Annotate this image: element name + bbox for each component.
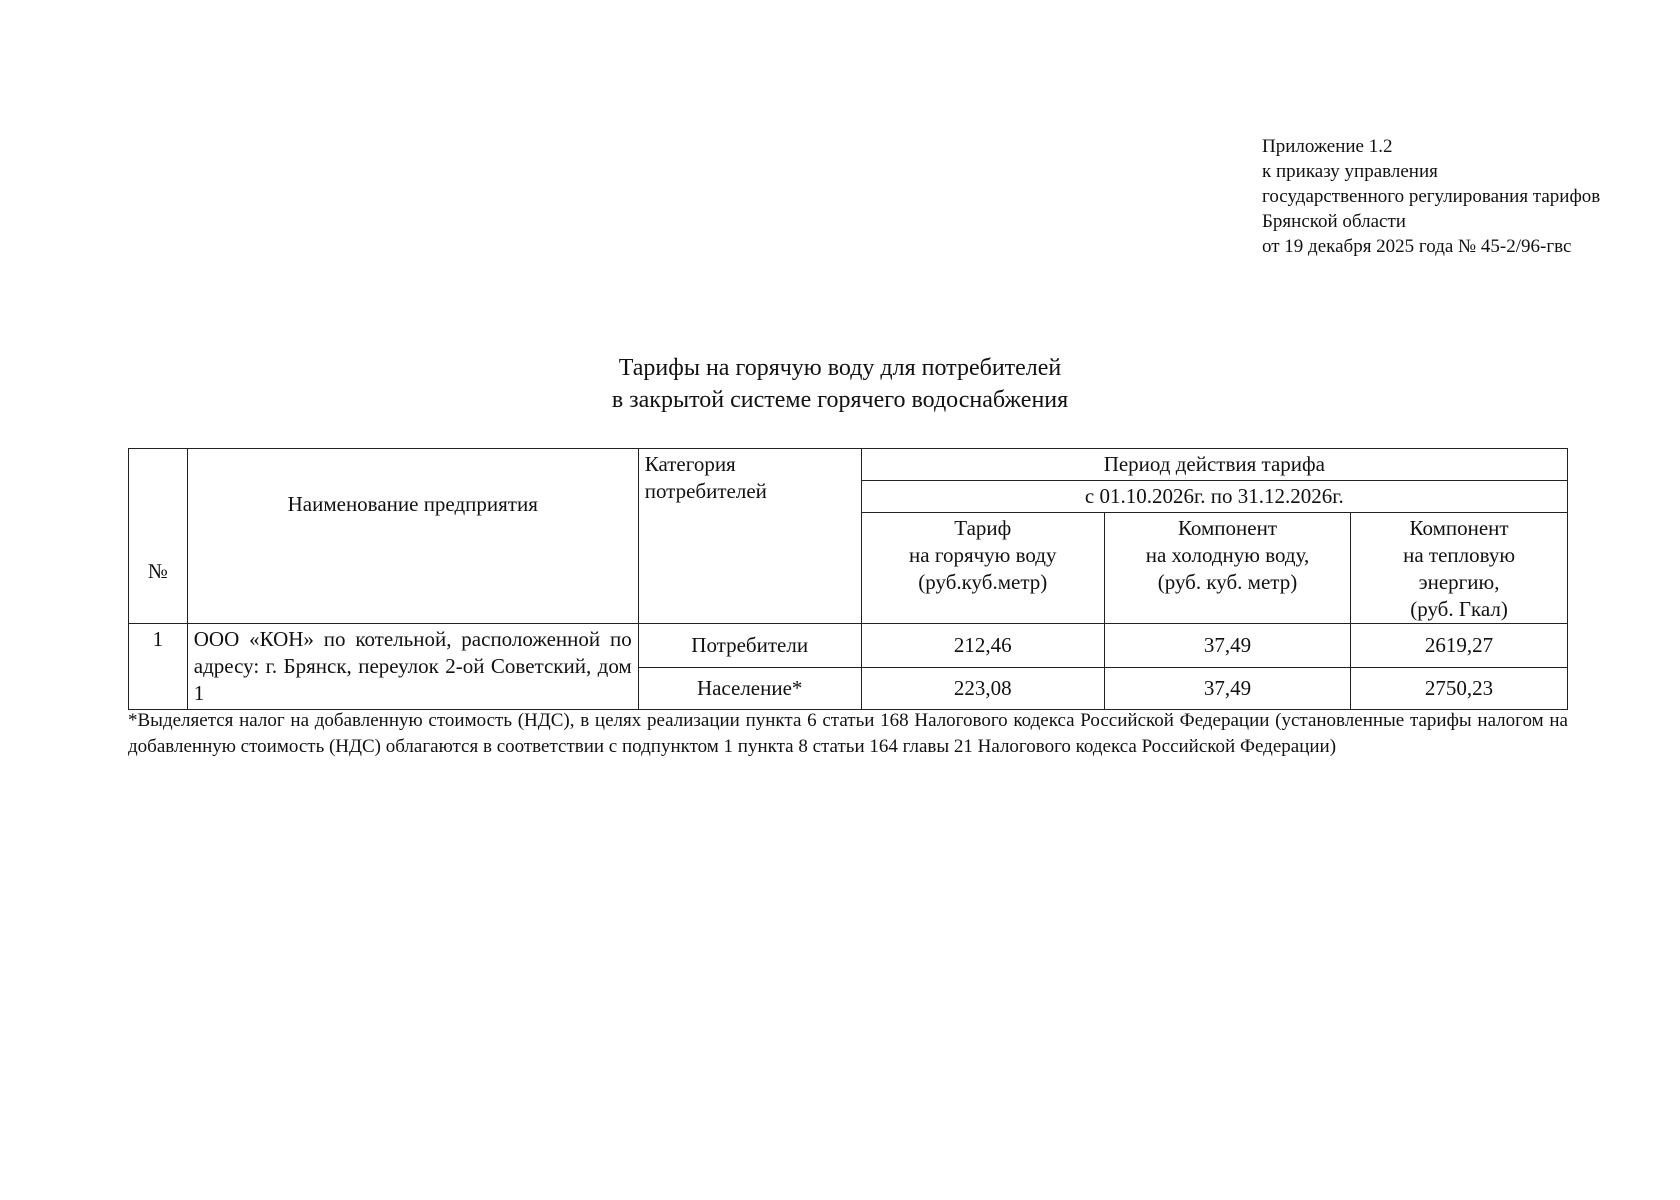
row-num: 1 — [129, 624, 188, 710]
header-num: № — [129, 449, 188, 624]
appendix-line: к приказу управления — [1262, 161, 1438, 182]
header-tariff-line: Тариф — [954, 516, 1012, 540]
row-tariff: 223,08 — [861, 668, 1104, 710]
header-period-range: с 01.10.2026г. по 31.12.2026г. — [861, 481, 1567, 513]
appendix-block — [1262, 134, 1600, 259]
header-category — [638, 449, 861, 624]
header-cold — [1104, 513, 1350, 624]
row-heat: 2619,27 — [1351, 624, 1568, 668]
row-heat: 2750,23 — [1351, 668, 1568, 710]
row-cold: 37,49 — [1104, 624, 1350, 668]
tariff-table — [128, 448, 1568, 710]
row-tariff: 212,46 — [861, 624, 1104, 668]
header-heat-line: (руб. Гкал) — [1410, 597, 1508, 621]
header-category-line: Категория — [644, 452, 736, 476]
appendix-line: от 19 декабря 2025 года № 45-2/96-гвс — [1262, 236, 1572, 257]
header-heat — [1351, 513, 1568, 624]
header-tariff-line: на горячую воду — [909, 543, 1057, 567]
header-name: Наименование предприятия — [187, 449, 638, 624]
title-line: в закрытой системе горячего водоснабжения — [611, 387, 1069, 413]
title-line: Тарифы на горячую воду для потребителей — [618, 355, 1062, 381]
appendix-line: государственного регулирования тарифов — [1262, 186, 1601, 207]
header-heat-line: на тепловую — [1403, 543, 1516, 567]
document-title — [0, 352, 1680, 416]
header-tariff — [861, 513, 1104, 624]
row-category: Население* — [638, 668, 861, 710]
header-cold-line: Компонент — [1177, 516, 1278, 540]
header-heat-line: Компонент — [1409, 516, 1509, 540]
header-cold-line: (руб. куб. метр) — [1157, 570, 1298, 594]
header-period-title: Период действия тарифа — [861, 449, 1567, 481]
header-row — [129, 449, 1568, 481]
header-category-line: потребителей — [644, 479, 767, 503]
appendix-line: Приложение 1.2 — [1262, 136, 1393, 157]
row-company-name: ООО «КОН» по котельной, расположенной по адресу: г. Брянск, переулок 2-ой Советский, дом 1 — [187, 624, 638, 710]
header-tariff-line: (руб.куб.метр) — [918, 570, 1048, 594]
table-row — [129, 624, 1568, 668]
footnote: *Выделяется налог на добавленную стоимость (НДС), в целях реализации пункта 6 статьи 168 Налогового кодекса Российской Федерации (установленные тарифы налогом на добавленную стоимость (НДС) облагаются в соответствии с подпунктом 1 пункта 8 статьи 164 главы 21 Налогового кодекса Российской Федерации) — [128, 710, 1568, 757]
row-cold: 37,49 — [1104, 668, 1350, 710]
header-cold-line: на холодную воду, — [1145, 543, 1310, 567]
appendix-line: Брянской области — [1262, 211, 1406, 232]
header-heat-line: энергию, — [1418, 570, 1500, 594]
row-category: Потребители — [638, 624, 861, 668]
